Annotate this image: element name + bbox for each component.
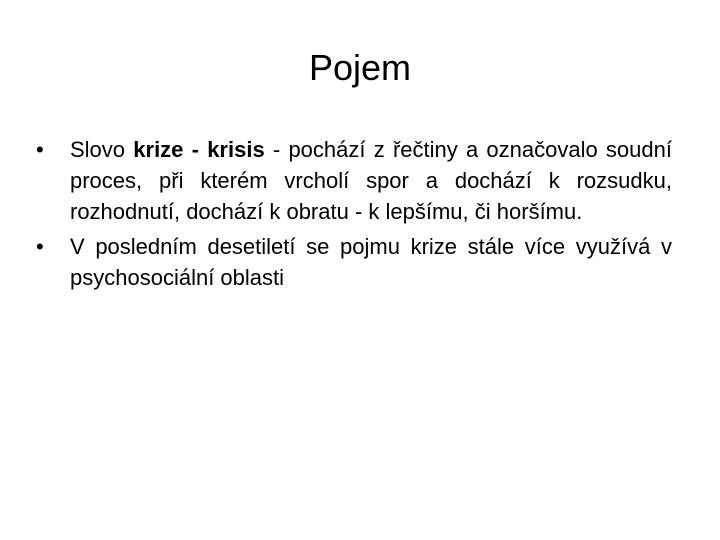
bullet-1-intro: Slovo (70, 137, 134, 162)
bullet-item-1 (36, 134, 672, 227)
bullet-1-separator: - (183, 137, 208, 162)
bullet-1-rest: - pochází z řečtiny a označovalo soudní proces, při kterém vrcholí spor a dochází k rozsudku, rozhodnutí, dochází k obratu - k lepšímu, či horšímu. (70, 137, 672, 224)
bullet-icon: • (36, 234, 44, 259)
bullet-icon: • (36, 137, 44, 162)
bullet-list (36, 134, 672, 293)
bullet-item-2 (36, 231, 672, 293)
bullet-2-text: V posledním desetiletí se pojmu krize stále více využívá v psychosociální oblasti (70, 234, 672, 290)
bullet-1-term-krisis: krisis (207, 137, 265, 162)
bullet-1-term-krize: krize (133, 137, 184, 162)
slide-title: Pojem (308, 47, 412, 88)
